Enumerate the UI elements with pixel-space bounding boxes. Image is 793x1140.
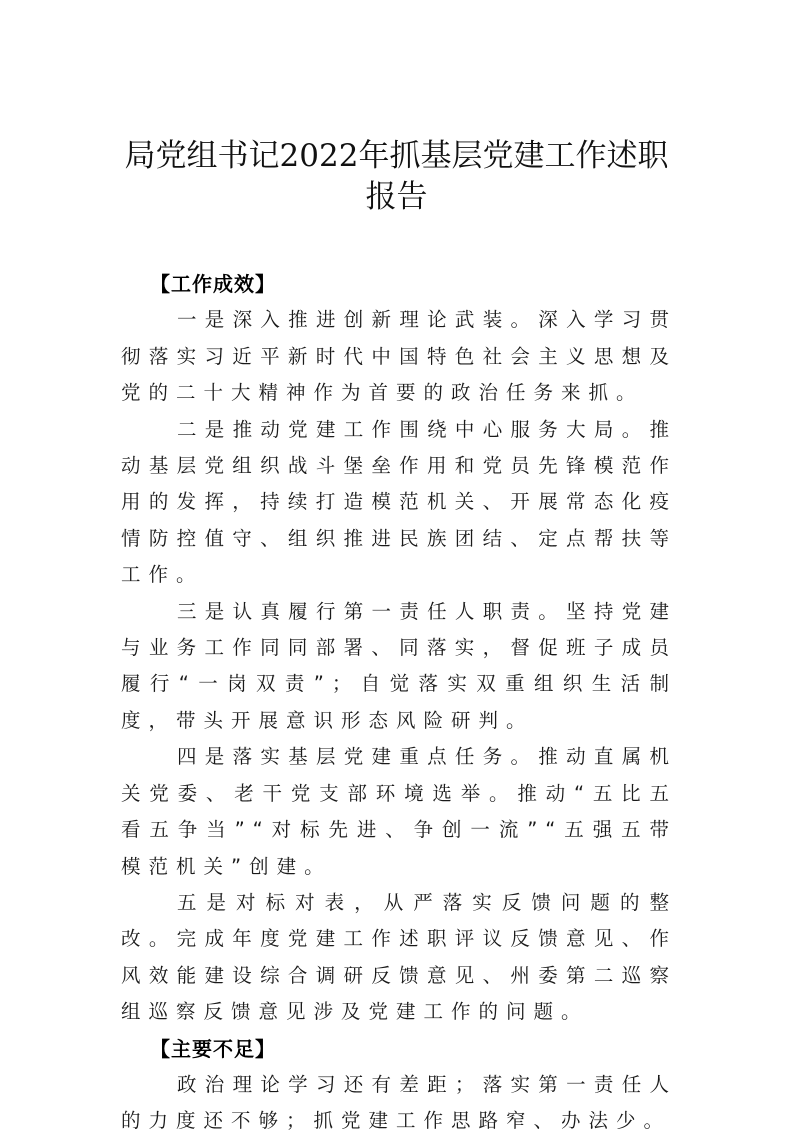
section-heading: 【主要不足】	[150, 1036, 276, 1061]
paragraph: 五是对标对表，从严落实反馈问题的整改。完成年度党建工作述职评议反馈意见、作风效能建设综合调研反馈意见、州委第二巡察组巡察反馈意见涉及党建工作的问题。	[121, 890, 677, 1024]
paragraph: 三是认真履行第一责任人职责。坚持党建与业务工作同同部署、同落实，督促班子成员履行“一岗双责”；自觉落实双重组织生活制度，带头开展意识形态风险研判。	[121, 599, 677, 732]
document-title: 局党组书记2022年抓基层党建工作述职报告	[124, 138, 669, 215]
paragraph: 四是落实基层党建重点任务。推动直属机关党委、老干党支部环境选举。推动“五比五看五争当”“对标先进、争创一流”“五强五带模范机关”创建。	[121, 745, 677, 878]
section-heading: 【工作成效】	[150, 272, 276, 296]
section-shortcomings	[121, 1031, 677, 1140]
section-achievements	[121, 266, 677, 1031]
paragraph: 一是深入推进创新理论武装。深入学习贯彻落实习近平新时代中国特色社会主义思想及党的二十大精神作为首要的政治任务来抓。	[121, 308, 677, 405]
paragraph: 政治理论学习还有差距；落实第一责任人的力度还不够；抓党建工作思路窄、办法少。	[121, 1072, 677, 1133]
paragraph: 二是推动党建工作围绕中心服务大局。推动基层党组织战斗堡垒作用和党员先锋模范作用的发挥，持续打造模范机关、开展常态化疫情防控值守、组织推进民族团结、定点帮扶等工作。	[121, 417, 677, 587]
document-body	[121, 266, 677, 1140]
